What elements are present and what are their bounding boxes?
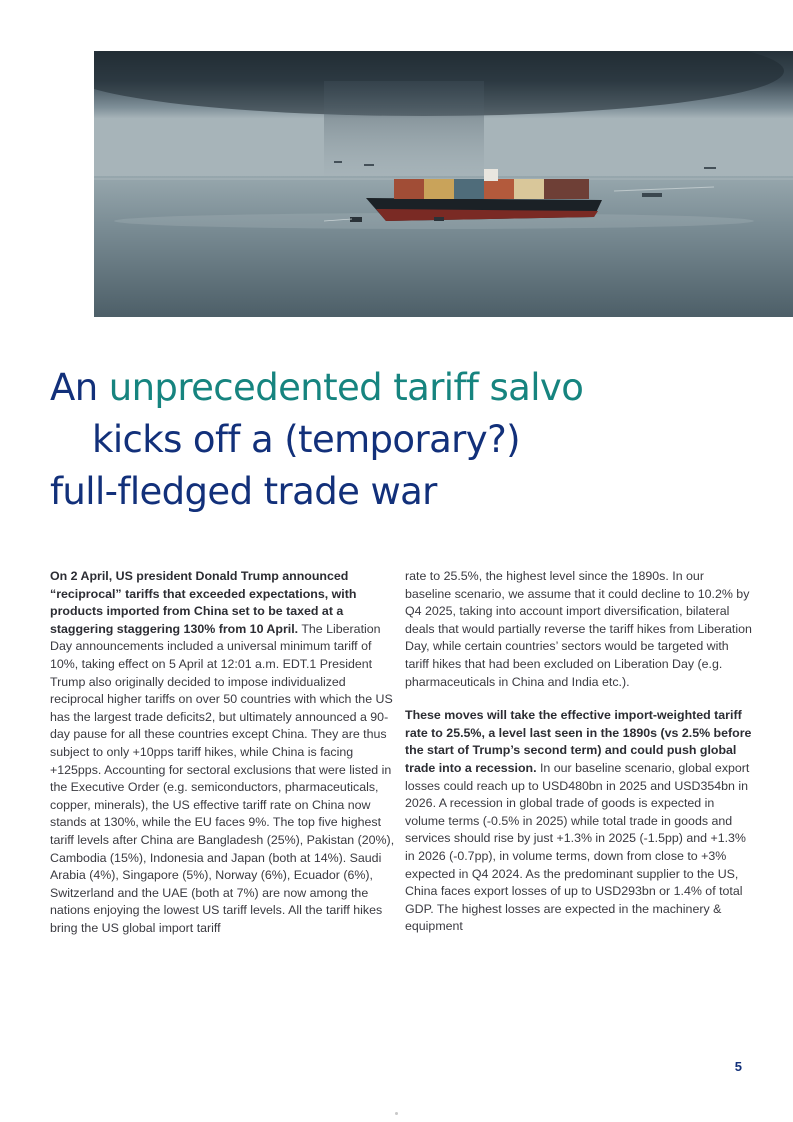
paragraph-text: The Liberation Day announcements included a universal minimum tariff of 10%, taking effect on 5 April at 12:01 a.m. EDT.1 President Trump also originally decided to impose individualized reciprocal higher tariffs on over 50 countries with which the US has the largest trade deficits2, but ultimately announced a 90-day pause for all these countries except China. They are thus subject to only +10pps tariff hikes, while China is facing +125pps. Accounting for sectoral exclusions that were listed in the Executive Order (e.g. semiconductors, pharmaceuticals, copper, minerals), the US effective tariff rate on China now stands at 130%, while the EU faces 9%. The top five highest tariff levels after China are Bangladesh (25%), Pakistan (20%), Cambodia (15%), Indonesia and Japan (both at 14%). Saudi Arabia (4%), Singapore (5%), Norway (6%), Ecuador (6%), Switzerland and the UAE (both at 7%) are now among the nations enjoying the lowest US tariff levels. All the tariff hikes bring the US global import tariff xyxy=(50,621,395,935)
paragraph: rate to 25.5%, the highest level since the 1890s. In our baseline scenario, we assume that it could decline to 10.2% by Q4 2025, taking into account import diversification, bilateral deals that would partially reverse the tariff hikes from Liberation Day, while certain countries’ sectors would be targeted with tariff hikes that had been excluded on Liberation Day (e.g. pharmaceuticals in China and India etc.). xyxy=(405,569,752,689)
page-title xyxy=(50,362,750,518)
body-column-left xyxy=(50,568,398,953)
paragraph-text: In our baseline scenario, global export losses could reach up to USD480bn in 2025 and USD354bn in 2026. A recession in global trade of goods is expected in volume terms (-0.5% in 2025) while total trade in goods and services should rise by just +1.3% in 2025 (-1.5pp) and +1.3% in 2026 (-0.7pp), in volume terms, down from close to +3% expected in Q4 2024. As the predominant supplier to the US, China faces export losses of up to USD293bn or 1.4% of total GDP. The highest losses are expected in the machinery & equipment xyxy=(405,760,750,934)
title-line-1 xyxy=(50,362,750,414)
page-marker-dot xyxy=(395,1112,398,1115)
title-lead: An xyxy=(50,366,109,409)
title-line-3: full-fledged trade war xyxy=(50,470,437,513)
hero-photo xyxy=(94,51,793,317)
page-number: 5 xyxy=(734,1059,742,1074)
lead-sentence: These moves will take the effective import-weighted tariff rate to 25.5%, a level last seen in the 1890s (vs 2.5% before the start of Trump’s second term) and could push global trade into a recession. xyxy=(405,708,752,775)
title-line-2: kicks off a (temporary?) xyxy=(92,418,520,461)
cargo-ship-photo-icon xyxy=(94,51,793,317)
title-accent: unprecedented tariff salvo xyxy=(108,366,584,409)
paragraph xyxy=(405,707,753,936)
lead-sentence: On 2 April, US president Donald Trump announced “reciprocal” tariffs that exceeded expectations, with products imported from China set to be taxed at a staggering staggering 130% from 10 April. xyxy=(50,569,357,636)
paragraph xyxy=(50,568,398,937)
body-column-right xyxy=(405,568,753,952)
